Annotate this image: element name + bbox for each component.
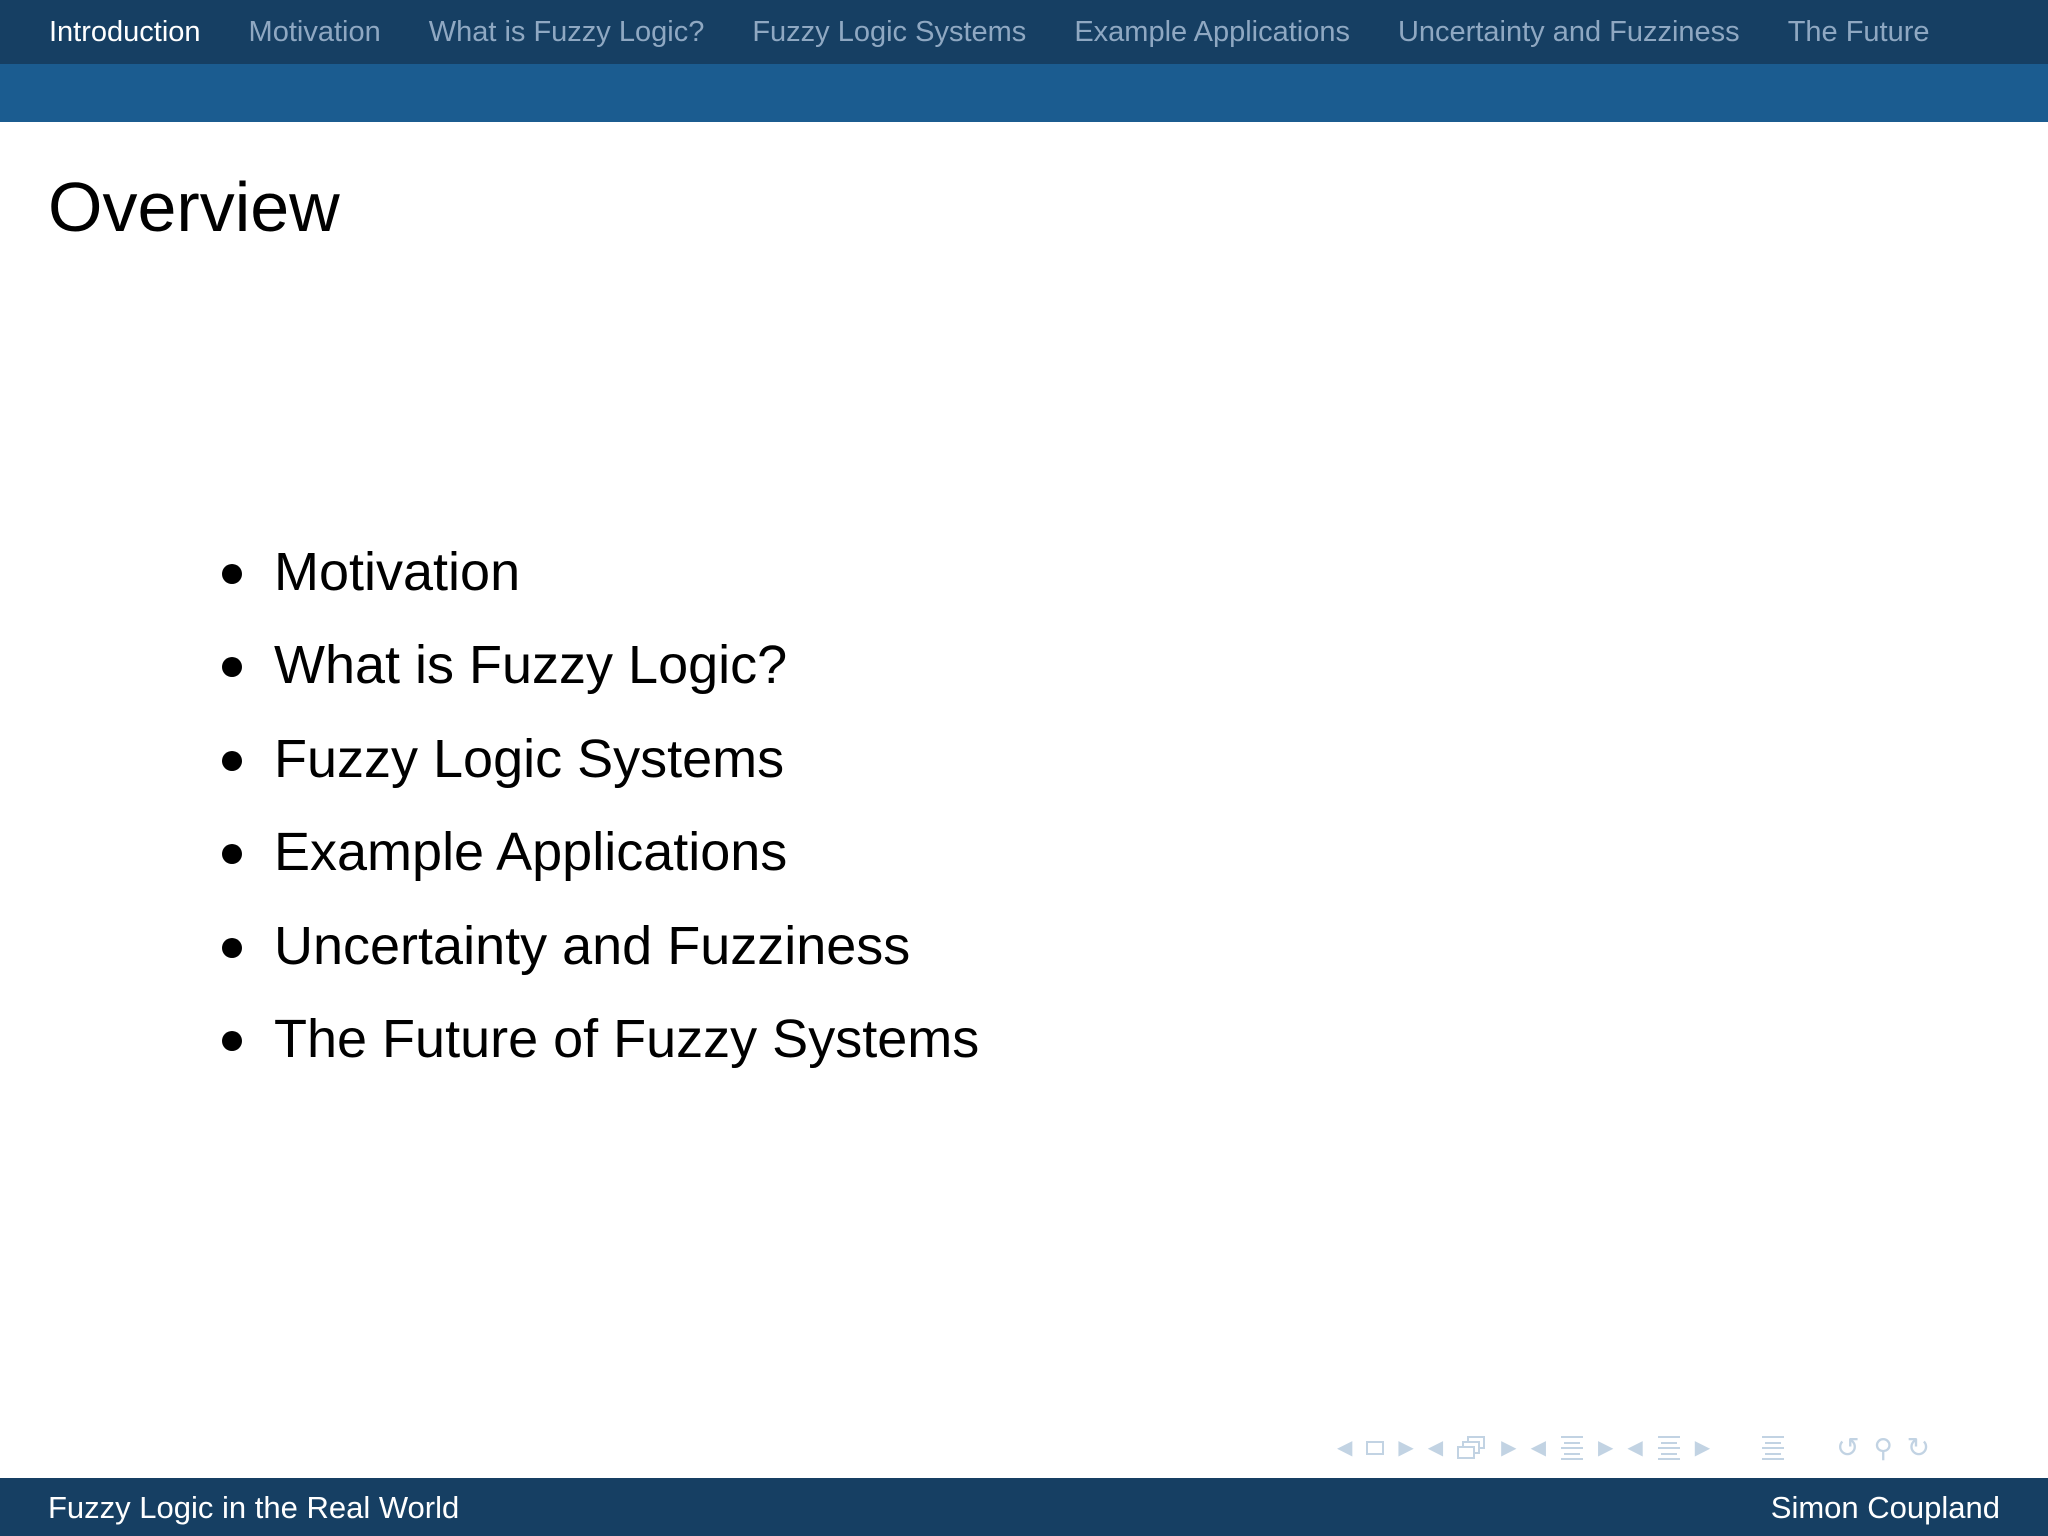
arrow-left-icon[interactable]: ◀ xyxy=(1627,1437,1643,1459)
bullet-item xyxy=(222,725,979,818)
arrow-right-icon[interactable]: ▶ xyxy=(1398,1437,1414,1459)
arrow-right-icon[interactable]: ▶ xyxy=(1694,1437,1711,1459)
section-icon[interactable] xyxy=(1560,1436,1584,1460)
bullet-icon xyxy=(222,1031,242,1051)
bullet-text: Fuzzy Logic Systems xyxy=(274,728,785,789)
nav-section-uncertainty-and-fuzziness[interactable]: Uncertainty and Fuzziness xyxy=(1397,15,1740,48)
bullet-icon xyxy=(222,844,242,864)
overview-bullet-list xyxy=(222,538,979,1098)
footer-author: Simon Coupland xyxy=(1770,1490,2000,1525)
bullet-icon xyxy=(222,564,242,584)
appendix-icon[interactable] xyxy=(1761,1436,1785,1460)
bullet-item xyxy=(222,912,979,1005)
bullet-text: Motivation xyxy=(274,542,521,602)
bullet-item xyxy=(222,1005,979,1098)
footer-presentation-title: Fuzzy Logic in the Real World xyxy=(48,1490,460,1525)
subsection-icon[interactable] xyxy=(1457,1436,1487,1460)
arrow-left-icon[interactable]: ◀ xyxy=(1530,1437,1546,1459)
nav-section-what-is-fuzzy-logic[interactable]: What is Fuzzy Logic? xyxy=(428,15,705,48)
arrow-left-icon[interactable]: ◀ xyxy=(1427,1437,1444,1459)
arrow-left-icon[interactable]: ◀ xyxy=(1337,1437,1353,1459)
slide-title: Overview xyxy=(48,168,340,246)
bullet-icon xyxy=(222,751,242,771)
arrow-right-icon[interactable]: ▶ xyxy=(1597,1437,1614,1459)
arrow-right-icon[interactable]: ▶ xyxy=(1501,1437,1517,1459)
nav-section-fuzzy-logic-systems[interactable]: Fuzzy Logic Systems xyxy=(752,15,1027,48)
nav-section-the-future[interactable]: The Future xyxy=(1787,15,1930,48)
bullet-icon xyxy=(222,657,242,677)
nav-section-example-applications[interactable]: Example Applications xyxy=(1074,15,1350,48)
section-navigation xyxy=(0,0,2048,64)
bullet-text: Example Applications xyxy=(274,822,788,883)
back-icon[interactable]: ↺ xyxy=(1836,1432,1860,1463)
nav-section-introduction[interactable]: Introduction xyxy=(49,15,201,48)
frame-icon[interactable] xyxy=(1366,1441,1384,1455)
bullet-text: What is Fuzzy Logic? xyxy=(274,635,788,696)
bullet-item xyxy=(222,538,979,631)
bullet-item xyxy=(222,631,979,724)
bullet-item xyxy=(222,818,979,911)
bullet-icon xyxy=(222,938,242,958)
bullet-text: The Future of Fuzzy Systems xyxy=(274,1008,980,1069)
beamer-navigation-symbols xyxy=(1330,1432,1937,1464)
bullet-text: Uncertainty and Fuzziness xyxy=(274,915,911,976)
forward-icon[interactable]: ↻ xyxy=(1906,1432,1931,1463)
presentation-icon[interactable] xyxy=(1657,1436,1681,1460)
search-icon[interactable]: ⚲ xyxy=(1873,1433,1893,1463)
header-subbar xyxy=(0,64,2048,122)
nav-section-motivation[interactable]: Motivation xyxy=(248,15,381,48)
